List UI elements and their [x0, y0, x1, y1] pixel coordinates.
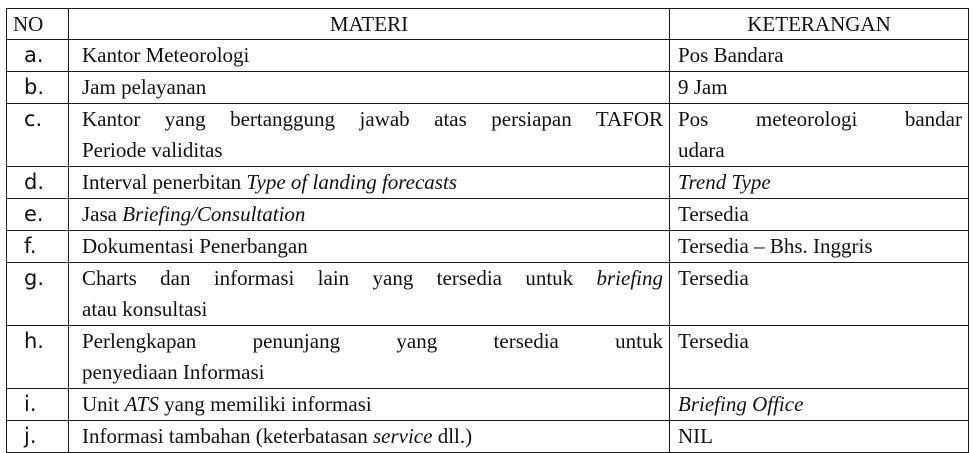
header-materi: MATERI	[69, 9, 670, 40]
row-materi	[69, 326, 670, 389]
header-keterangan: KETERANGAN	[670, 9, 969, 40]
row-number: j.	[7, 421, 69, 453]
row-keterangan	[670, 263, 969, 326]
table-row	[7, 72, 969, 104]
row-keterangan	[670, 104, 969, 167]
row-materi	[69, 72, 670, 104]
materi-text-tail: yang memiliki informasi	[158, 392, 372, 416]
row-number: a.	[7, 40, 69, 72]
row-number: i.	[7, 389, 69, 421]
materi-line-2: atau konsultasi	[82, 297, 208, 321]
table-row	[7, 199, 969, 231]
row-keterangan	[670, 199, 969, 231]
materi-italic-text: Type of landing forecasts	[246, 170, 457, 194]
row-number: b.	[7, 72, 69, 104]
row-materi	[69, 263, 670, 326]
row-materi	[69, 421, 670, 453]
materi-italic-text: ATS	[124, 392, 159, 416]
keterangan-italic-text: Briefing Office	[678, 392, 804, 416]
row-number: f.	[7, 231, 69, 263]
row-materi	[69, 104, 670, 167]
keterangan-text: 9 Jam	[678, 75, 728, 99]
table-row	[7, 263, 969, 326]
row-materi	[69, 231, 670, 263]
materi-line-1: Perlengkapan penunjang yang tersedia untuk	[82, 329, 663, 353]
row-materi	[69, 40, 670, 72]
materi-text: Jasa	[82, 202, 123, 226]
materi-line-1	[82, 263, 663, 294]
materi-italic-text: Briefing/Consultation	[122, 202, 306, 226]
row-keterangan	[670, 389, 969, 421]
materi-text: Informasi tambahan (keterbatasan	[82, 424, 373, 448]
table-row	[7, 326, 969, 389]
materi-text: Kantor Meteorologi	[82, 43, 250, 67]
materi-text: Charts dan informasi lain yang tersedia untuk	[82, 266, 597, 290]
row-keterangan	[670, 326, 969, 389]
materi-line-2: Periode validitas	[82, 138, 223, 162]
row-materi	[69, 199, 670, 231]
keterangan-line-1: Pos meteorologi bandar	[678, 107, 962, 131]
materi-text: Interval penerbitan	[82, 170, 247, 194]
keterangan-text: NIL	[678, 424, 713, 448]
header-no: NO	[7, 9, 69, 40]
keterangan-text: Tersedia	[678, 266, 749, 290]
row-number: e.	[7, 199, 69, 231]
table-header-row	[7, 9, 969, 40]
keterangan-text: Tersedia – Bhs. Inggris	[678, 234, 873, 258]
keterangan-italic-text: Trend Type	[678, 170, 771, 194]
row-keterangan	[670, 167, 969, 199]
materi-text-tail: dll.)	[432, 424, 473, 448]
row-number: d.	[7, 167, 69, 199]
keterangan-text: Tersedia	[678, 329, 749, 353]
table-row	[7, 40, 969, 72]
table-row	[7, 167, 969, 199]
table-row	[7, 421, 969, 453]
materi-line-2: penyediaan Informasi	[82, 360, 265, 384]
table-row	[7, 231, 969, 263]
table-row	[7, 389, 969, 421]
keterangan-text: Tersedia	[678, 202, 749, 226]
row-keterangan	[670, 72, 969, 104]
keterangan-line-2: udara	[678, 138, 725, 162]
row-keterangan	[670, 231, 969, 263]
materi-italic-text: service	[372, 424, 433, 448]
row-materi	[69, 167, 670, 199]
materi-text: Jam pelayanan	[82, 75, 207, 99]
row-keterangan	[670, 421, 969, 453]
materi-italic-text: briefing	[596, 266, 663, 290]
materi-text: Dokumentasi Penerbangan	[82, 234, 308, 258]
materi-line-1: Kantor yang bertanggung jawab atas persiapan TAFOR	[82, 107, 663, 131]
materi-text: Unit	[82, 392, 125, 416]
keterangan-text: Pos Bandara	[678, 43, 784, 67]
meteorology-info-table	[6, 8, 969, 453]
row-materi	[69, 389, 670, 421]
row-number: h.	[7, 326, 69, 389]
row-number: g.	[7, 263, 69, 326]
table-row	[7, 104, 969, 167]
row-number: c.	[7, 104, 69, 167]
row-keterangan	[670, 40, 969, 72]
